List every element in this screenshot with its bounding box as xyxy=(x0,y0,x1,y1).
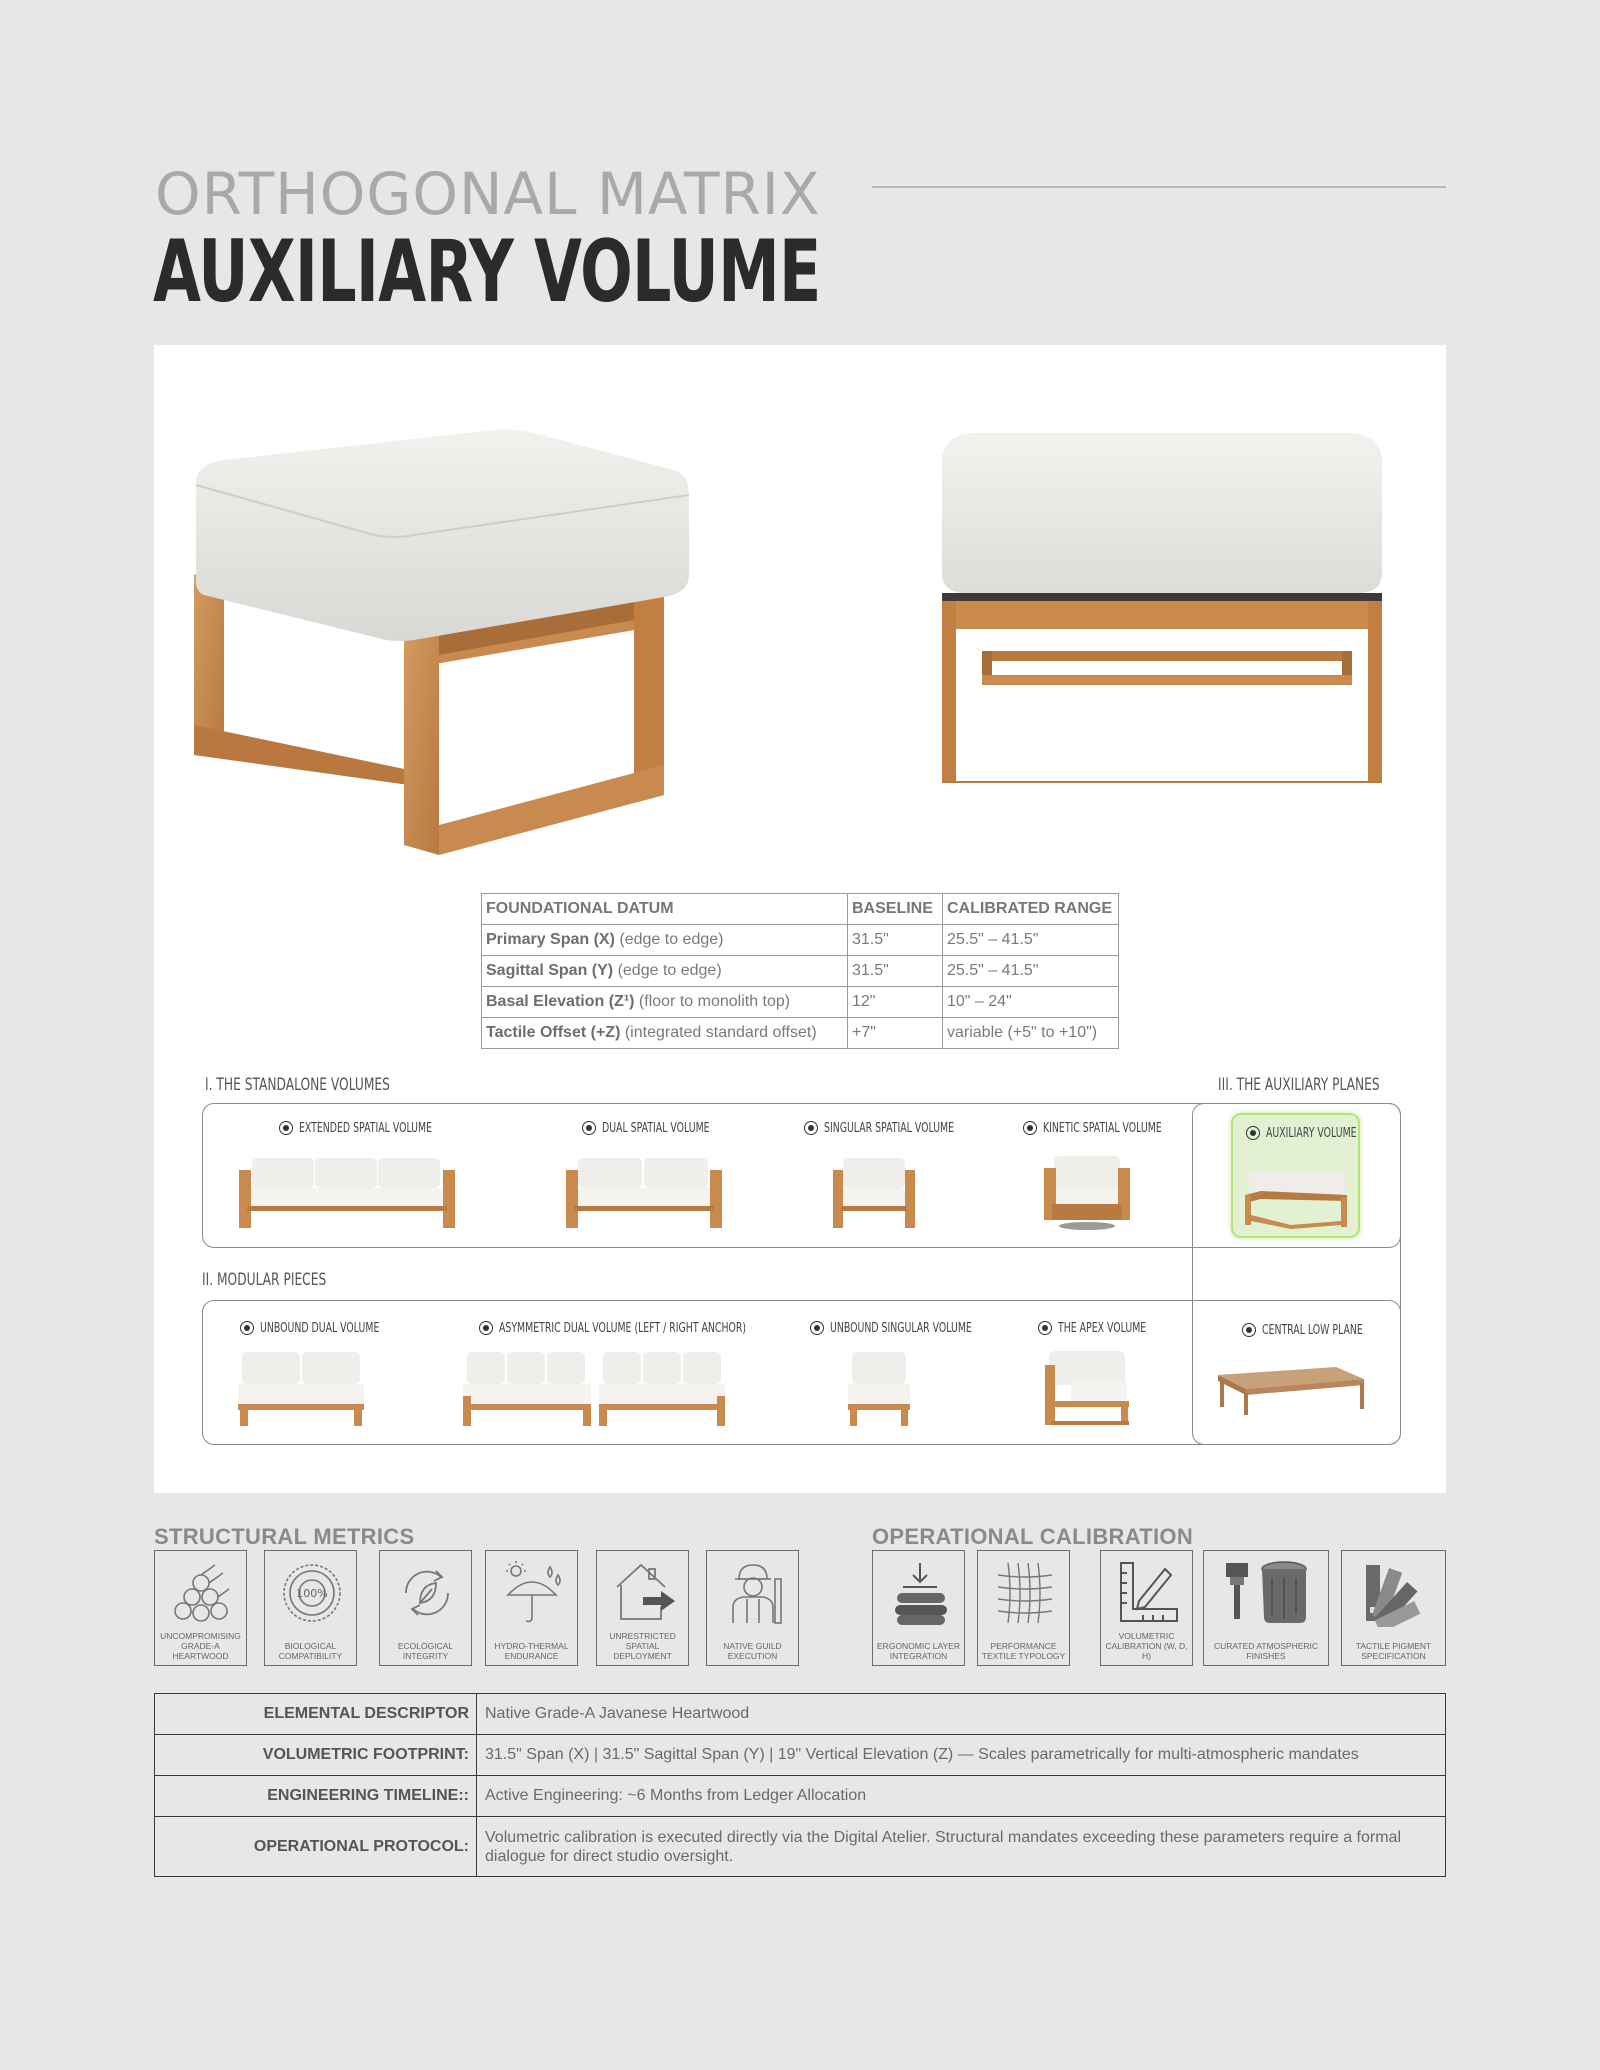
coffee-table-image xyxy=(1216,1365,1366,1417)
module-label-text: CENTRAL LOW PLANE xyxy=(1262,1322,1363,1338)
datum-note: (integrated standard offset) xyxy=(620,1024,817,1041)
module-label xyxy=(1242,1323,1402,1338)
module-label-text: EXTENDED SPATIAL VOLUME xyxy=(299,1120,433,1136)
datum-label-cell xyxy=(482,1018,848,1049)
datum-baseline: +7" xyxy=(848,1018,943,1049)
ruler-pencil-icon xyxy=(1117,1559,1179,1627)
corner-chair-image xyxy=(1041,1345,1133,1429)
modular-section-title: II. MODULAR PIECES xyxy=(202,1270,327,1290)
radio-selected-icon[interactable] xyxy=(1038,1321,1052,1335)
spec-key: OPERATIONAL PROTOCOL: xyxy=(155,1817,477,1877)
datum-label-cell xyxy=(482,956,848,987)
module-label-text: KINETIC SPATIAL VOLUME xyxy=(1043,1120,1162,1136)
metric-card-deployment xyxy=(596,1550,689,1666)
spec-row xyxy=(155,1735,1446,1776)
metric-card-ecological xyxy=(379,1550,472,1666)
recycle-leaf-icon xyxy=(396,1559,458,1627)
module-label-text: ASYMMETRIC DUAL VOLUME (LEFT / RIGHT ANCHOR) xyxy=(499,1320,747,1336)
datum-header-row xyxy=(482,894,1119,925)
sofa-three-seat-image xyxy=(237,1150,457,1230)
radio-selected-icon[interactable] xyxy=(279,1121,293,1135)
standalone-section-title: I. THE STANDALONE VOLUMES xyxy=(205,1075,390,1095)
cushion-layers-icon xyxy=(889,1559,951,1627)
datum-label-cell xyxy=(482,987,848,1018)
spec-key: ELEMENTAL DESCRIPTOR xyxy=(155,1694,477,1735)
datum-note: (edge to edge) xyxy=(614,931,724,948)
datum-col-header: CALIBRATED RANGE xyxy=(943,894,1119,925)
craftsman-icon xyxy=(723,1559,785,1627)
module-label-text: UNBOUND DUAL VOLUME xyxy=(260,1320,380,1336)
eyebrow-title: ORTHOGONAL MATRIX xyxy=(155,160,821,228)
datum-label-cell xyxy=(482,925,848,956)
module-label-text: AUXILIARY VOLUME xyxy=(1266,1125,1357,1141)
armless-loveseat-image xyxy=(234,1348,368,1428)
radio-selected-icon[interactable] xyxy=(804,1121,818,1135)
datum-note: (floor to monolith top) xyxy=(634,993,791,1010)
datum-note: (edge to edge) xyxy=(613,962,722,979)
module-label xyxy=(1246,1126,1392,1141)
seal-100-icon xyxy=(281,1559,343,1627)
ottoman-front-photo xyxy=(932,423,1392,783)
armless-chair-image xyxy=(844,1348,914,1428)
armchair-image xyxy=(831,1150,917,1230)
product-panel xyxy=(154,345,1446,1493)
spec-key: VOLUMETRIC FOOTPRINT: xyxy=(155,1735,477,1776)
radio-selected-icon[interactable] xyxy=(1246,1126,1260,1140)
spec-table xyxy=(154,1693,1446,1877)
calibration-card-layers xyxy=(872,1550,965,1666)
module-auxiliary-volume[interactable] xyxy=(1246,1123,1392,1141)
module-label-text: SINGULAR SPATIAL VOLUME xyxy=(824,1120,955,1136)
datum-range: 25.5" – 41.5" xyxy=(943,956,1119,987)
textile-weave-icon xyxy=(994,1559,1056,1627)
datum-row xyxy=(482,956,1119,987)
seal-text: 100% xyxy=(296,1587,328,1600)
metric-card-guild xyxy=(706,1550,799,1666)
module-unbound-dual-volume[interactable] xyxy=(240,1318,426,1336)
asymmetric-sectional-image xyxy=(459,1348,729,1428)
module-label xyxy=(1038,1321,1180,1336)
calibration-caption: PERFORMANCE TEXTILE TYPOLOGY xyxy=(981,1641,1066,1661)
title-rule xyxy=(872,186,1446,188)
datum-row xyxy=(482,987,1119,1018)
calibration-card-finishes xyxy=(1203,1550,1329,1666)
radio-selected-icon[interactable] xyxy=(240,1321,254,1335)
module-singular-spatial-volume[interactable] xyxy=(804,1118,1005,1136)
calibration-card-pigment xyxy=(1341,1550,1446,1666)
page-title: AUXILIARY VOLUME xyxy=(153,222,821,322)
module-label-text: UNBOUND SINGULAR VOLUME xyxy=(830,1320,972,1336)
datum-col-header: BASELINE xyxy=(848,894,943,925)
spec-value: Volumetric calibration is executed directly via the Digital Atelier. Structural mandates exceeding these parameters require a formal dialogue for direct studio oversight. xyxy=(477,1817,1446,1877)
metric-caption: UNCOMPROMISING GRADE-A HEARTWOOD xyxy=(160,1631,241,1661)
structural-metrics-title: STRUCTURAL METRICS xyxy=(154,1524,415,1549)
module-apex-volume[interactable] xyxy=(1038,1318,1180,1336)
module-central-low-plane[interactable] xyxy=(1242,1320,1402,1338)
metric-card-heartwood xyxy=(154,1550,247,1666)
spec-value: 31.5" Span (X) | 31.5" Sagittal Span (Y) | 19" Vertical Elevation (Z) — Scales parametrically for multi-atmospheric mandates xyxy=(477,1735,1446,1776)
logs-icon xyxy=(171,1559,233,1627)
metric-card-biological xyxy=(264,1550,357,1666)
swatch-fan-icon xyxy=(1358,1559,1430,1627)
auxiliary-ottoman-image xyxy=(1241,1165,1351,1229)
module-label-text: DUAL SPATIAL VOLUME xyxy=(602,1120,710,1136)
metric-caption: HYDRO-THERMAL ENDURANCE xyxy=(494,1641,569,1661)
calibration-caption: VOLUMETRIC CALIBRATION (W, D, H) xyxy=(1105,1631,1188,1661)
spec-row xyxy=(155,1817,1446,1877)
auxiliary-section-title: III. THE AUXILIARY PLANES xyxy=(1218,1075,1380,1095)
module-extended-spatial-volume[interactable] xyxy=(279,1118,484,1136)
datum-label: Sagittal Span (Y) xyxy=(486,962,614,979)
datum-row xyxy=(482,1018,1119,1049)
module-label xyxy=(240,1321,426,1336)
metric-caption: NATIVE GUILD EXECUTION xyxy=(723,1641,782,1661)
datum-range: 25.5" – 41.5" xyxy=(943,925,1119,956)
spec-key: ENGINEERING TIMELINE:: xyxy=(155,1776,477,1817)
metric-caption: BIOLOGICAL COMPATIBILITY xyxy=(278,1641,343,1661)
umbrella-weather-icon xyxy=(502,1559,564,1627)
radio-selected-icon[interactable] xyxy=(582,1121,596,1135)
datum-label: Primary Span (X) xyxy=(486,931,615,948)
calibration-caption: ERGONOMIC LAYER INTEGRATION xyxy=(877,1641,960,1661)
calibration-card-volumetric xyxy=(1100,1550,1193,1666)
module-unbound-singular-volume[interactable] xyxy=(810,1318,1027,1336)
datum-label: Tactile Offset (+Z) xyxy=(486,1024,621,1041)
radio-selected-icon[interactable] xyxy=(810,1321,824,1335)
module-label-text: THE APEX VOLUME xyxy=(1058,1320,1147,1336)
module-label xyxy=(582,1121,751,1136)
datum-baseline: 31.5" xyxy=(848,956,943,987)
datum-col-header: FOUNDATIONAL DATUM xyxy=(482,894,848,925)
metric-caption: ECOLOGICAL INTEGRITY xyxy=(397,1641,454,1661)
datum-label: Basal Elevation (Z¹) xyxy=(486,993,635,1010)
calibration-caption: CURATED ATMOSPHERIC FINISHES xyxy=(1213,1641,1319,1661)
module-label xyxy=(1023,1121,1208,1136)
metric-caption: UNRESTRICTED SPATIAL DEPLOYMENT xyxy=(609,1631,676,1661)
module-label xyxy=(810,1321,1027,1336)
module-kinetic-spatial-volume[interactable] xyxy=(1023,1118,1208,1136)
spec-value: Native Grade-A Javanese Heartwood xyxy=(477,1694,1446,1735)
house-arrow-icon xyxy=(613,1559,675,1627)
datum-baseline: 31.5" xyxy=(848,925,943,956)
radio-selected-icon[interactable] xyxy=(1242,1323,1256,1337)
datum-table xyxy=(481,893,1119,1049)
spec-row xyxy=(155,1776,1446,1817)
calibration-caption: TACTILE PIGMENT SPECIFICATION xyxy=(1355,1641,1432,1661)
module-label xyxy=(279,1121,484,1136)
operational-calibration-title: OPERATIONAL CALIBRATION xyxy=(872,1524,1194,1549)
module-dual-spatial-volume[interactable] xyxy=(582,1118,751,1136)
swivel-chair-image xyxy=(1042,1150,1132,1232)
datum-range: 10" – 24" xyxy=(943,987,1119,1018)
radio-selected-icon[interactable] xyxy=(1023,1121,1037,1135)
radio-selected-icon[interactable] xyxy=(479,1321,493,1335)
ottoman-angled-photo xyxy=(194,425,814,865)
sofa-two-seat-image xyxy=(564,1150,724,1230)
module-label xyxy=(804,1121,1005,1136)
datum-range: variable (+5" to +10") xyxy=(943,1018,1119,1049)
module-asymmetric-dual-volume[interactable] xyxy=(479,1318,842,1336)
spec-row xyxy=(155,1694,1446,1735)
calibration-card-textile xyxy=(977,1550,1070,1666)
brush-stump-icon xyxy=(1220,1559,1316,1629)
module-label xyxy=(479,1321,842,1336)
auxiliary-divider xyxy=(1192,1248,1193,1300)
datum-baseline: 12" xyxy=(848,987,943,1018)
datum-row xyxy=(482,925,1119,956)
spec-value: Active Engineering: ~6 Months from Ledger Allocation xyxy=(477,1776,1446,1817)
metric-card-hydrothermal xyxy=(485,1550,578,1666)
